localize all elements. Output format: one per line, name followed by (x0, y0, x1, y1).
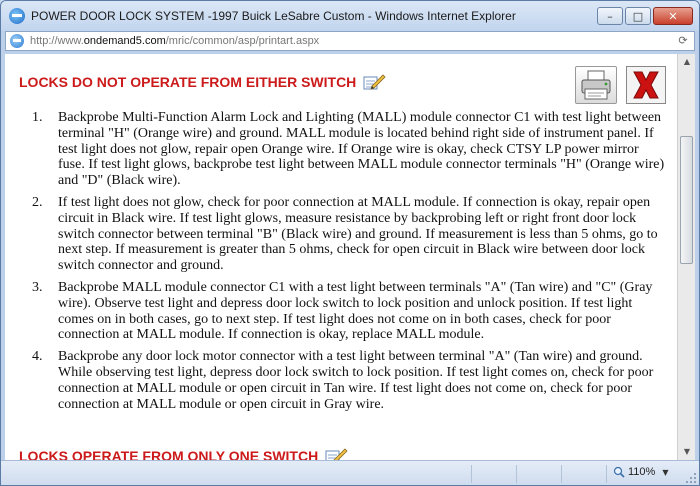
section-heading (19, 447, 348, 460)
printer-icon (576, 67, 616, 103)
steps-list (32, 110, 668, 418)
vertical-scrollbar[interactable] (677, 54, 695, 460)
step-text: Backprobe Multi-Function Alarm Lock and Lighting (MALL) module connector C1 with test light between terminal "H" (Orange wire) and ground. MALL module is located behind right side of instrument panel. If test light does not glow, repair open Orange wire. If Orange wire is okay, check CTSY LP power mirror fuse. If test light glows, backprobe test light between MALL module connector terminals "H" (Orange wire) and "D" (Black wire). (58, 110, 665, 189)
status-divider (561, 465, 562, 483)
print-button[interactable] (575, 66, 617, 104)
close-page-button[interactable] (626, 66, 666, 104)
list-item (32, 110, 668, 189)
minimize-button[interactable]: – (597, 7, 623, 25)
maximize-button[interactable]: □ (625, 7, 651, 25)
close-window-button[interactable]: ✕ (653, 7, 693, 25)
step-number: 2. (32, 194, 43, 210)
url-path: /mric/common/asp/printart.aspx (165, 35, 320, 47)
scroll-down-arrow-icon[interactable]: ▼ (683, 447, 691, 456)
refresh-icon[interactable]: ⟳ (678, 34, 688, 47)
magnifier-icon (613, 466, 625, 478)
page-content (5, 54, 677, 460)
url-host: ondemand5.com (83, 35, 166, 47)
resize-grip-icon[interactable] (685, 472, 697, 484)
url-text[interactable] (30, 35, 319, 47)
list-item (32, 349, 668, 412)
heading-text: LOCKS OPERATE FROM ONLY ONE SWITCH (19, 448, 319, 460)
section-heading (19, 73, 386, 91)
internet-explorer-icon (9, 8, 25, 24)
zoom-control[interactable] (613, 466, 668, 478)
scroll-up-arrow-icon[interactable]: ▲ (683, 57, 691, 66)
status-divider (471, 465, 472, 483)
step-text: Backprobe any door lock motor connector with a test light between terminal "A" (Tan wire) and ground. While observing test light, depress door lock switch to lock position. If test light comes on, check for poor connection at MALL module or open circuit in Tan wire. If test light does not come on, check for poor connection at MALL module or open circuit in Gray wire. (58, 349, 654, 412)
chevron-down-icon[interactable]: ▼ (662, 467, 669, 477)
step-number: 1. (32, 110, 43, 125)
status-divider (516, 465, 517, 483)
page-favicon-icon (10, 34, 24, 48)
list-item (32, 195, 668, 274)
url-prefix: http://www. (30, 35, 84, 47)
zoom-level: 110% (628, 466, 656, 478)
status-bar (1, 460, 699, 486)
window-controls (597, 7, 693, 25)
scroll-thumb[interactable] (680, 136, 693, 264)
step-number: 3. (32, 279, 43, 295)
title-bar[interactable] (1, 1, 699, 31)
step-text: Backprobe MALL module connector C1 with a test light between terminals "A" (Tan wire) and "C" (Gray wire). Observe test light and depress door lock switch to lock position and unlock position. If test light comes on in both cases, go to next step. If test light does not come on in both cases, check for poor connection at MALL module. If connection is okay, replace MALL module. (58, 279, 653, 343)
window-title: POWER DOOR LOCK SYSTEM -1997 Buick LeSabre Custom - Windows Internet Explorer (31, 9, 516, 23)
address-bar[interactable] (5, 31, 695, 51)
status-divider (606, 465, 607, 483)
list-item (32, 280, 668, 343)
red-x-close-icon (627, 67, 665, 103)
step-text: If test light does not glow, check for poor connection at MALL module. If connection is okay, repair open circuit in Black wire. If test light glows, measure resistance by backprobing left or right front door lock switch connector between terminal "B" (Black wire) and ground. If measurement is less than 5 ohms, go to next step. If measurement is greater than 5 ohms, check for open circuit in Black wire between door lock switch connector and ground. (58, 194, 658, 274)
heading-text: LOCKS DO NOT OPERATE FROM EITHER SWITCH (19, 74, 357, 90)
notepad-pencil-icon[interactable] (362, 73, 386, 91)
step-number: 4. (32, 349, 43, 365)
notepad-pencil-icon[interactable] (324, 447, 348, 460)
